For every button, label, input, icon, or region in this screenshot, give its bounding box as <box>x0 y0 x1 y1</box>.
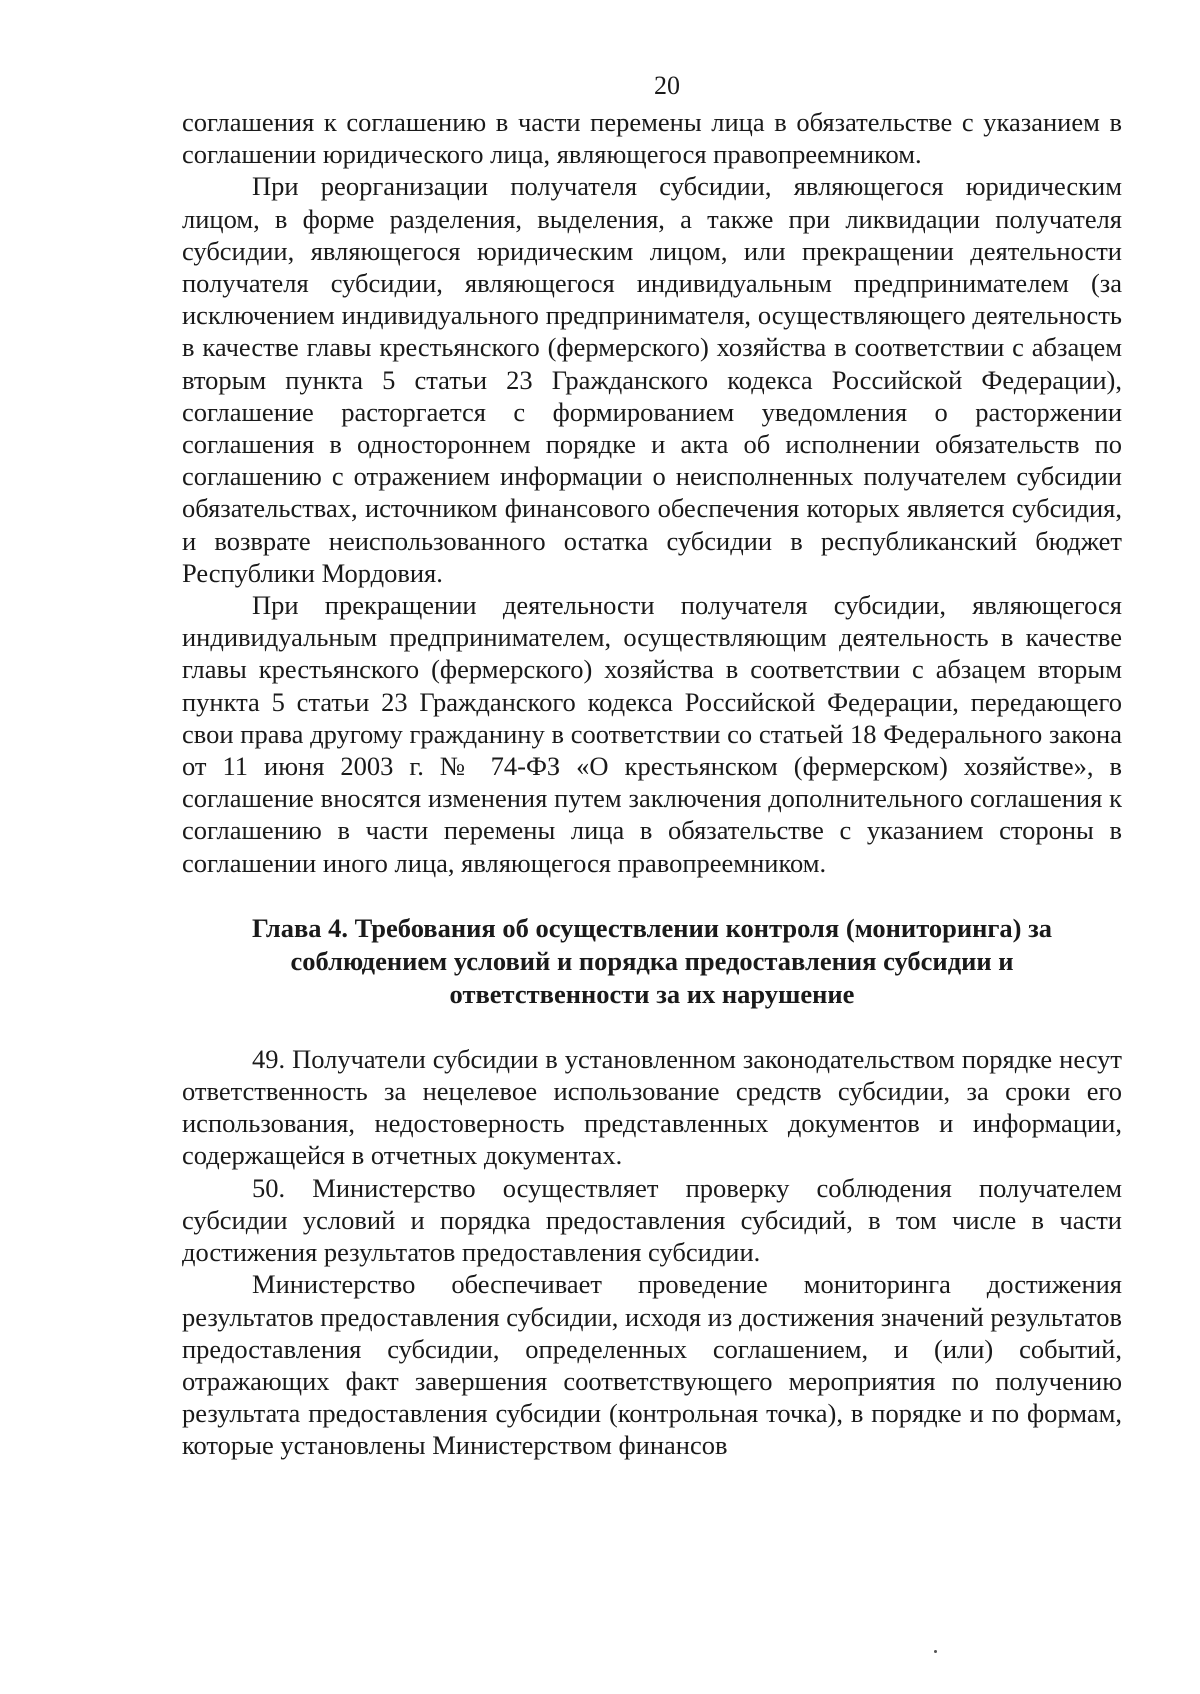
chapter-heading-line-2: соблюдением условий и порядка предоставления субсидии и <box>290 945 1014 976</box>
paragraph-49: 49. Получатели субсидии в установленном законодательством порядке несут ответственность за нецелевое использование средств субсидии, за сроки его использования, недостоверность представленных документов и информации, содержащейся в отчетных документах. <box>182 1043 1122 1171</box>
scan-speck <box>934 1650 937 1653</box>
chapter-heading <box>182 912 1122 1011</box>
paragraph-50: 50. Министерство осуществляет проверку соблюдения получателем субсидии условий и порядка предоставления субсидий, в том числе в части достижения результатов предоставления субсидии. <box>182 1172 1122 1268</box>
paragraph-monitoring: Министерство обеспечивает проведение мониторинга достижения результатов предоставления субсидии, исходя из достижения значений результатов предоставления субсидии, определенных соглашением, и (или) событий, отражающих факт завершения соответствующего мероприятия по получению результата предоставления субсидии (контрольная точка), в порядке и по формам, которые установлены Министерством финансов <box>182 1269 1122 1461</box>
chapter-heading-line-3: ответственности за их нарушение <box>449 978 855 1009</box>
document-page <box>182 70 1122 1462</box>
paragraph-reorganization: При реорганизации получателя субсидии, являющегося юридическим лицом, в форме разделения, выделения, а также при ликвидации получателя субсидии, являющегося юридическим лицом, или прекращении деятельности получателя субсидии, являющегося индивидуальным предпринимателем (за исключением индивидуального предпринимателя, осуществляющего деятельность в качестве главы крестьянского (фермерского) хозяйства в соответствии с абзацем вторым пункта 5 статьи 23 Гражданского кодекса Российской Федерации), соглашение расторгается с формированием уведомления о расторжении соглашения в одностороннем порядке и акта об исполнении обязательств по соглашению с отражением информации о неисполненных получателем субсидии обязательствах, источником финансового обеспечения которых является субсидия, и возврате неиспользованного остатка субсидии в республиканский бюджет Республики Мордовия. <box>182 171 1122 588</box>
paragraph-termination: При прекращении деятельности получателя субсидии, являющегося индивидуальным предпринимателем, осуществляющим деятельность в качестве главы крестьянского (фермерского) хозяйства в соответствии с абзацем вторым пункта 5 статьи 23 Гражданского кодекса Российской Федерации, передающего свои права другому гражданину в соответствии со статьей 18 Федерального закона от 11 июня 2003 г. № 74-ФЗ «О крестьянском (фермерском) хозяйстве», в соглашение вносятся изменения путем заключения дополнительного соглашения к соглашению в части перемены лица в обязательстве с указанием стороны в соглашении иного лица, являющегося правопреемником. <box>182 590 1122 878</box>
page-number: 20 <box>654 71 680 100</box>
paragraph-continuation: соглашения к соглашению в части перемены лица в обязательстве с указанием в соглашении юридического лица, являющегося правопреемником. <box>182 107 1122 170</box>
chapter-heading-line-1: Глава 4. Требования об осуществлении контроля (мониторинга) за <box>251 912 1053 943</box>
